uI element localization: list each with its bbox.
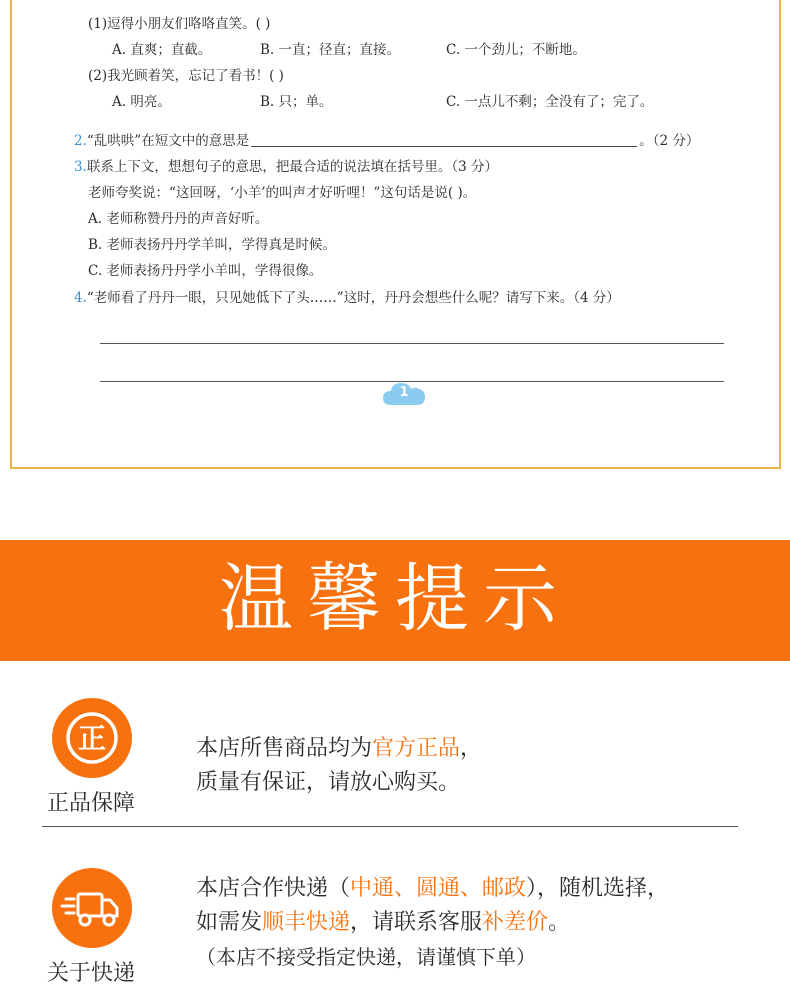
question-4-text: “老师看了丹丹一眼，只见她低下了头……”这时，丹丹会想些什么呢？请写下来。（4 分） xyxy=(86,290,620,306)
page-number-badge xyxy=(382,380,426,406)
question-2-number: 2. xyxy=(74,133,87,149)
question-3-number: 3. xyxy=(74,159,87,175)
notice-delivery-text: 本店合作快递（ xyxy=(196,876,351,901)
option-1-2-b: B. 只；单。 xyxy=(260,94,333,110)
genuine-badge-label: 正品保障 xyxy=(47,791,136,816)
notice-genuine-text: 本店所售商品均为 xyxy=(196,736,373,761)
question-2-score: 。（2 分） xyxy=(639,133,700,149)
genuine-seal-icon xyxy=(52,698,132,778)
question-3-text: 联系上下文，想想句子的意思，把最合适的说法填在括号里。（3 分） xyxy=(86,159,499,175)
question-2-text: “乱哄哄”在短文中的意思是 xyxy=(86,133,250,149)
question-3 xyxy=(74,158,498,176)
notice-genuine-line-2: 质量有保证，请放心购买。 xyxy=(196,770,461,795)
delivery-badge-label: 关于快递 xyxy=(47,961,136,986)
notice-divider xyxy=(42,826,738,827)
notice-genuine-highlight: 官方正品 xyxy=(372,736,461,761)
question-3-quote: 老师夸奖说：“这回呀，‘小羊’的叫声才好听哩！”这句话是说( )。 xyxy=(88,185,477,201)
question-1-sub2: (2)我光顾着笑，忘记了看书！( ) xyxy=(88,68,284,84)
option-3-c: C. 老师表扬丹丹学小羊叫，学得很像。 xyxy=(88,263,323,279)
notice-price-difference: 补差价 xyxy=(482,910,549,935)
option-1-2-c: C. 一点儿不剩；全没有了；完了。 xyxy=(446,94,654,110)
notice-genuine-punct: ， xyxy=(460,736,483,761)
notice-contact-text: ，请联系客服 xyxy=(350,910,483,935)
notice-delivery-line-1 xyxy=(196,872,669,906)
page-number: 1 xyxy=(399,385,409,400)
delivery-truck-icon xyxy=(52,868,132,948)
question-4-answer-line-1[interactable] xyxy=(100,343,724,344)
notice-delivery-couriers: 中通、圆通、邮政 xyxy=(350,876,527,901)
option-1-1-c: C. 一个劲儿；不断地。 xyxy=(446,42,586,58)
notice-delivery-line-2 xyxy=(196,906,570,940)
tips-banner xyxy=(0,540,790,661)
notice-delivery-text-end: ），随机选择， xyxy=(526,876,670,901)
option-1-2-a: A. 明亮。 xyxy=(112,94,171,110)
option-1-1-a: A. 直爽；直截。 xyxy=(112,42,212,58)
question-1-header xyxy=(74,0,462,2)
option-1-1-b: B. 一直；径直；直接。 xyxy=(260,42,401,58)
delivery-badge-icon xyxy=(52,868,132,948)
svg-text:正: 正 xyxy=(77,722,107,755)
notice-delivery-line-3: （本店不接受指定快递，请谨慎下单） xyxy=(196,945,536,969)
banner-title: 温馨提示 xyxy=(219,556,571,642)
question-4 xyxy=(74,289,620,307)
question-2-answer-blank[interactable] xyxy=(251,133,637,147)
question-4-number: 4. xyxy=(74,290,87,306)
option-3-b: B. 老师表扬丹丹学羊叫，学得真是时候。 xyxy=(88,237,337,253)
question-1-sub1: (1)逗得小朋友们咯咯直笑。( ) xyxy=(88,16,271,32)
notice-sf-express: 顺丰快递 xyxy=(262,910,351,935)
worksheet-page xyxy=(10,0,781,469)
notice-genuine-line-1 xyxy=(196,732,482,766)
question-2 xyxy=(74,132,699,150)
option-3-a: A. 老师称赞丹丹的声音好听。 xyxy=(88,211,269,227)
notice-sf-text: 如需发 xyxy=(196,910,263,935)
notice-punct: 。 xyxy=(548,910,571,935)
genuine-badge-icon xyxy=(52,698,132,778)
